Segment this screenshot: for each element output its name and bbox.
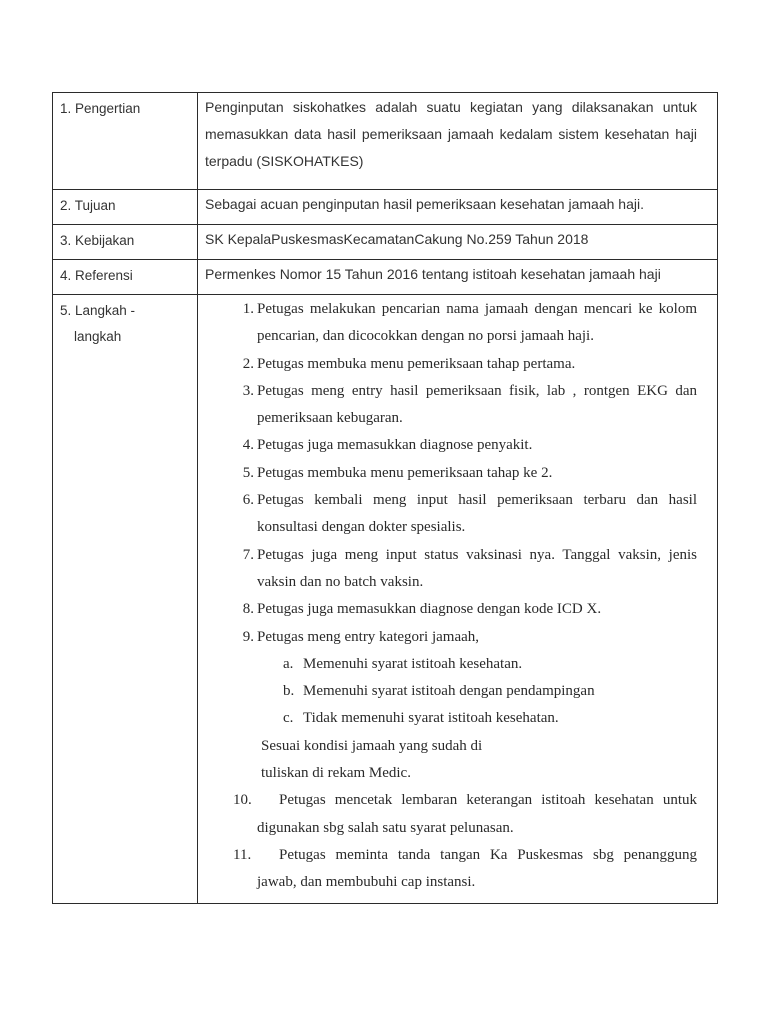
- sub-step-text: Memenuhi syarat istitoah dengan pendampingan: [303, 683, 595, 700]
- step-note: Sesuai kondisi jamaah yang sudah di tuliskan di rekam Medic.: [261, 737, 483, 782]
- sub-step-letter: a.: [283, 655, 294, 672]
- list-item: [205, 351, 697, 378]
- list-item: [205, 705, 697, 732]
- row-content: Penginputan siskohatkes adalah suatu kegiatan yang dilaksanakan untuk memasukkan data hasil pemeriksaan jamaah kedalam sistem kesehatan haji terpadu (SISKOHATKES): [198, 93, 718, 190]
- list-item: [205, 460, 697, 487]
- step-number: 7.: [242, 546, 254, 563]
- steps-cell: [198, 295, 718, 904]
- sub-step-letter: b.: [283, 683, 295, 700]
- row-label: [53, 295, 198, 904]
- step-number: 10.: [233, 792, 252, 809]
- step-text: Petugas meng entry hasil pemeriksaan fisik, lab , rontgen EKG dan pemeriksaan kebugaran.: [257, 382, 697, 427]
- step-text: Petugas melakukan pencarian nama jamaah dengan mencari ke kolom pencarian, dan dicocokkan dengan no porsi jamaah haji.: [257, 301, 697, 345]
- step-text: Petugas kembali meng input hasil pemeriksaan terbaru dan hasil konsultasi dengan dokter spesialis.: [257, 492, 697, 536]
- steps-list: [205, 296, 697, 897]
- step-text: Petugas juga memasukkan diagnose dengan kode ICD X.: [257, 601, 602, 618]
- row-label: 2. Tujuan: [53, 190, 198, 225]
- list-item: [205, 624, 697, 788]
- step-number: 9.: [242, 628, 254, 645]
- step-text: Petugas membuka menu pemeriksaan tahap ke 2.: [257, 464, 553, 481]
- table-row: [53, 260, 718, 295]
- step-number: 5.: [242, 464, 254, 481]
- list-item: [205, 651, 697, 678]
- row-label: 1. Pengertian: [53, 93, 198, 190]
- step-text: Petugas mencetak lembaran keterangan istitoah kesehatan untuk digunakan sbg salah satu syarat pelunasan.: [257, 792, 697, 836]
- step-number: 1.: [242, 301, 254, 317]
- table-row: [53, 295, 718, 904]
- row-label: 4. Referensi: [53, 260, 198, 295]
- row-label-line: langkah: [74, 329, 122, 344]
- step-text: Petugas meminta tanda tangan Ka Puskesmas sbg penanggung jawab, dan membubuhi cap instansi.: [257, 846, 697, 891]
- step-number: 11.: [233, 846, 252, 863]
- sop-table: [52, 92, 718, 904]
- list-item: [205, 296, 697, 351]
- row-content: Sebagai acuan penginputan hasil pemeriksaan kesehatan jamaah haji.: [198, 190, 718, 225]
- sub-step-letter: c.: [283, 710, 294, 727]
- sub-step-text: Tidak memenuhi syarat istitoah kesehatan.: [303, 710, 559, 727]
- sub-steps-list: [205, 651, 697, 733]
- step-text: Petugas juga memasukkan diagnose penyakit.: [257, 437, 533, 454]
- step-number: 6.: [242, 492, 254, 509]
- row-content: Permenkes Nomor 15 Tahun 2016 tentang istitoah kesehatan jamaah haji: [198, 260, 718, 295]
- list-item: [205, 487, 697, 542]
- row-label: 3. Kebijakan: [53, 225, 198, 260]
- step-number: 4.: [242, 437, 254, 454]
- step-text: Petugas membuka menu pemeriksaan tahap pertama.: [257, 355, 576, 372]
- table-row: [53, 93, 718, 190]
- step-number: 2.: [242, 355, 254, 372]
- step-text: Petugas meng entry kategori jamaah,: [257, 628, 480, 645]
- row-label-line: 5. Langkah -: [60, 303, 136, 318]
- list-item: [205, 787, 697, 842]
- list-item: [205, 842, 697, 897]
- step-text: Petugas juga meng input status vaksinasi nya. Tanggal vaksin, jenis vaksin dan no batch vaksin.: [257, 546, 697, 590]
- step-number: 8.: [242, 601, 254, 618]
- list-item: [205, 678, 697, 705]
- sub-step-text: Memenuhi syarat istitoah kesehatan.: [303, 655, 523, 672]
- table-row: [53, 225, 718, 260]
- row-content: SK KepalaPuskesmasKecamatanCakung No.259 Tahun 2018: [198, 225, 718, 260]
- list-item: [205, 378, 697, 433]
- table-row: [53, 190, 718, 225]
- list-item: [205, 596, 697, 623]
- list-item: [205, 432, 697, 459]
- step-number: 3.: [242, 382, 254, 399]
- list-item: [205, 542, 697, 597]
